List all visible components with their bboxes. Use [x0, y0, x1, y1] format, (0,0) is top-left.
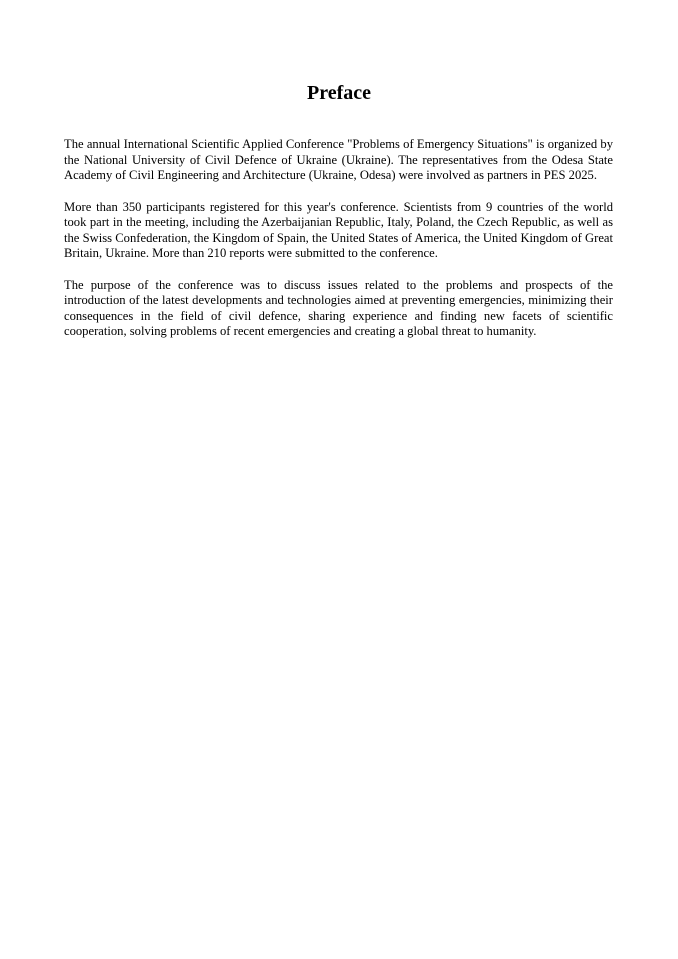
paragraph-conference-purpose: The purpose of the conference was to discuss issues related to the problems and prospects of the introduction of the latest developments and technologies aimed at preventing emergencies, minimizing their consequences in the field of civil defence, sharing experience and finding new facets of scientific cooperation, solving problems of recent emergencies and creating a global threat to humanity. [64, 277, 613, 338]
paragraph-conference-organization: The annual International Scientific Applied Conference "Problems of Emergency Situations" is organized by the National University of Civil Defence of Ukraine (Ukraine). The representatives from the Odesa State Academy of Civil Engineering and Architecture (Ukraine, Odesa) were involved as partners in PES 2025. [64, 137, 613, 182]
paragraph-participants: More than 350 participants registered for this year's conference. Scientists from 9 countries of the world took part in the meeting, including the Azerbaijanian Republic, Italy, Poland, the Czech Republic, as well as the Swiss Confederation, the Kingdom of Spain, the United States of America, the United Kingdom of Great Britain, Ukraine. More than 210 reports were submitted to the conference. [64, 199, 613, 260]
page-title: Preface [306, 82, 372, 104]
preface-body [64, 137, 613, 356]
